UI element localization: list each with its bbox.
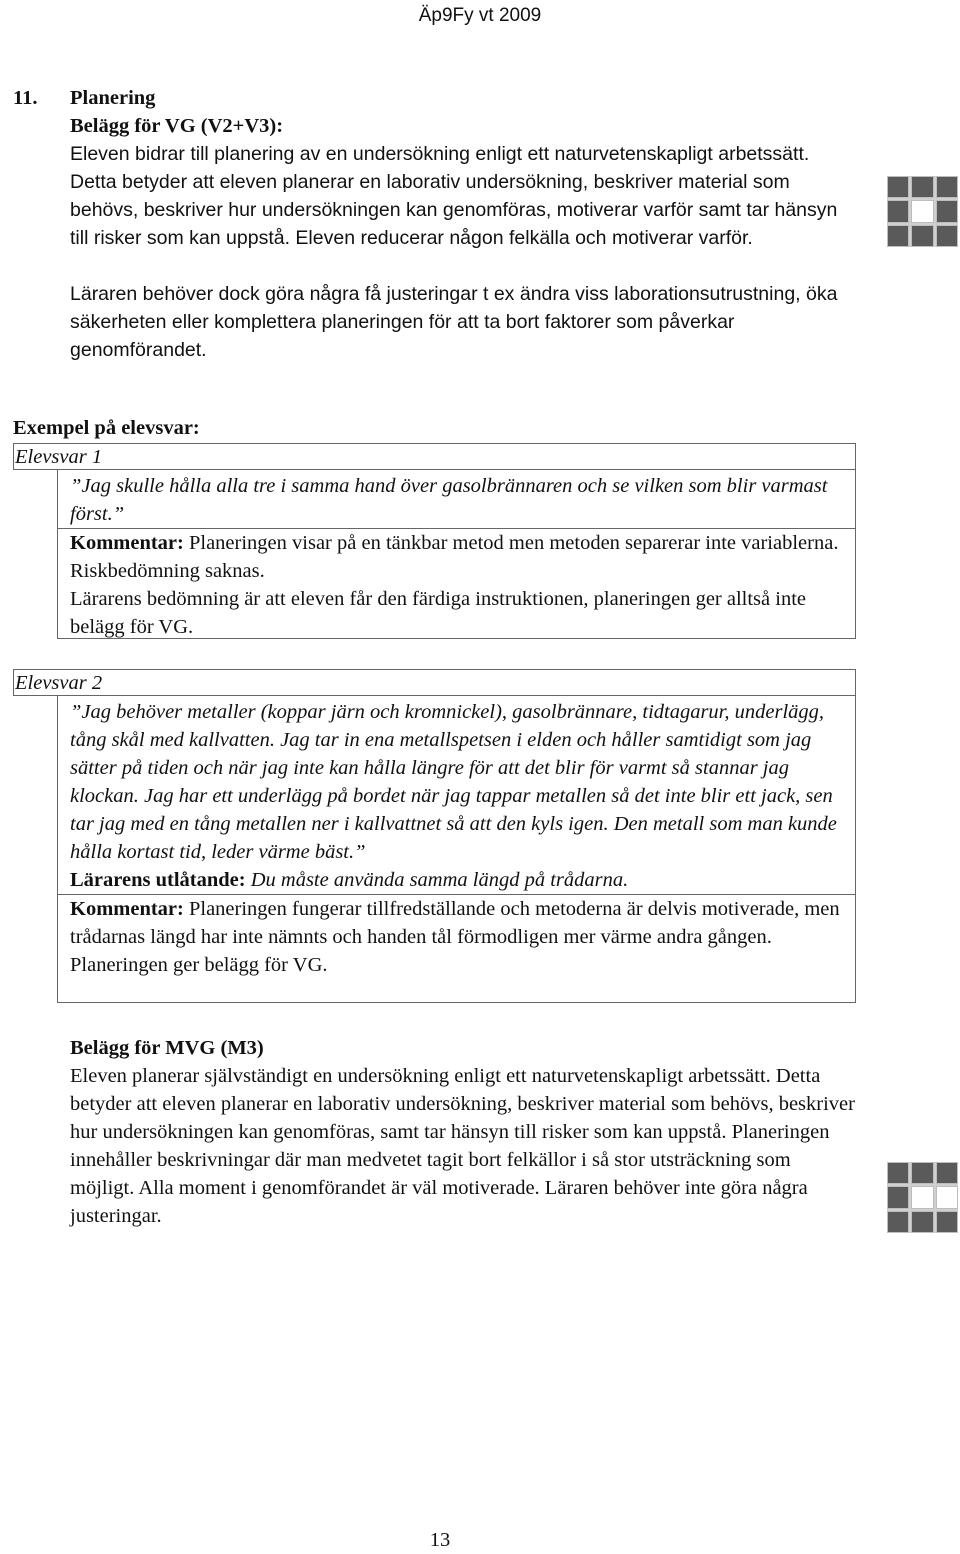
page-number: 13: [429, 1529, 451, 1551]
grading-grid-icon: [887, 176, 958, 247]
answer2-comment: Planeringen fungerar tillfredställande och metoderna är delvis motiverade, men trådarnas längd har inte nämnts och handen tål förmodligen mer värme andra gången. Planeringen ger belägg för VG.: [70, 898, 840, 976]
answer1-quote: ”Jag skulle hålla alla tre i samma hand över gasolbrännaren och se vilken som blir varmast först.”: [70, 475, 828, 525]
mvg-heading: Belägg för MVG (M3): [70, 1037, 264, 1059]
vg-heading: Belägg för VG (V2+V3):: [70, 115, 284, 137]
answer1-label: Elevsvar 1: [13, 443, 856, 470]
grading-grid-icon-mvg: [887, 1162, 958, 1233]
page-header: Äp9Fy vt 2009: [418, 5, 542, 26]
answer2-teacher-label: Lärarens utlåtande:: [70, 869, 246, 891]
answer2-label: Elevsvar 2: [13, 669, 856, 696]
answer2-quote: ”Jag behöver metaller (koppar järn och kromnickel), gasolbrännare, tidtagarur, underlägg, tång skål med kallvatten. Jag tar in ena metallspetsen i elden och håller samtidigt som jag sätter på tiden och när jag inte kan hålla längre för att det blir för varmt så stannar jag klockan. Jag har ett underlägg på bordet när jag tappar metallen så det inte blir ett jack, sen tar jag med en tång metallen ner i kallvattnet så att den kyls igen. Den metall som man kunde hålla kortast tid, leder värme bäst.”: [70, 701, 837, 863]
answer1-comment-label: Kommentar:: [70, 532, 184, 554]
answer1-comment: Planeringen visar på en tänkbar metod men metoden separerar inte variablerna. Riskbedömning saknas.: [70, 532, 839, 582]
teacher-note: Läraren behöver dock göra några få justeringar t ex ändra viss laborationsutrustning, öka säkerheten eller komplettera planeringen för att ta bort faktorer som påverkar genomförandet.: [70, 283, 838, 361]
vg-text: Eleven bidrar till planering av en undersökning enligt ett naturvetenskapligt arbetssätt. Detta betyder att eleven planerar en laborativ undersökning, beskriver material som behövs, beskriver hur undersökningen kan genomföras, motiverar varför samt tar hänsyn till risker som kan uppstå. Eleven reducerar någon felkälla och motiverar varför.: [70, 143, 838, 249]
answer1-box: [57, 470, 856, 639]
examples-heading: Exempel på elevsvar:: [13, 417, 200, 439]
section-number: 11.: [13, 87, 38, 109]
answer2-teacher-text: Du måste använda samma längd på trådarna.: [250, 869, 629, 891]
mvg-text: Eleven planerar självständigt en undersökning enligt ett naturvetenskapligt arbetssätt. Detta betyder att eleven planerar en laborativ undersökning, beskriver material som behövs, beskriver hur undersökningen kan genomföras, samt tar hänsyn till risker som kan uppstå. Planeringen innehåller beskrivningar där man medvetet tagit bort felkällor i så stor utsträckning som möjligt. Alla moment i genomförandet är väl motiverade. Läraren behöver inte göra några justeringar.: [70, 1065, 855, 1227]
answer2-comment-label: Kommentar:: [70, 898, 184, 920]
answer2-box: [57, 696, 856, 1003]
section-title: Planering: [70, 87, 156, 109]
answer1-assessment: Lärarens bedömning är att eleven får den färdiga instruktionen, planeringen ger alltså inte belägg för VG.: [70, 588, 806, 638]
